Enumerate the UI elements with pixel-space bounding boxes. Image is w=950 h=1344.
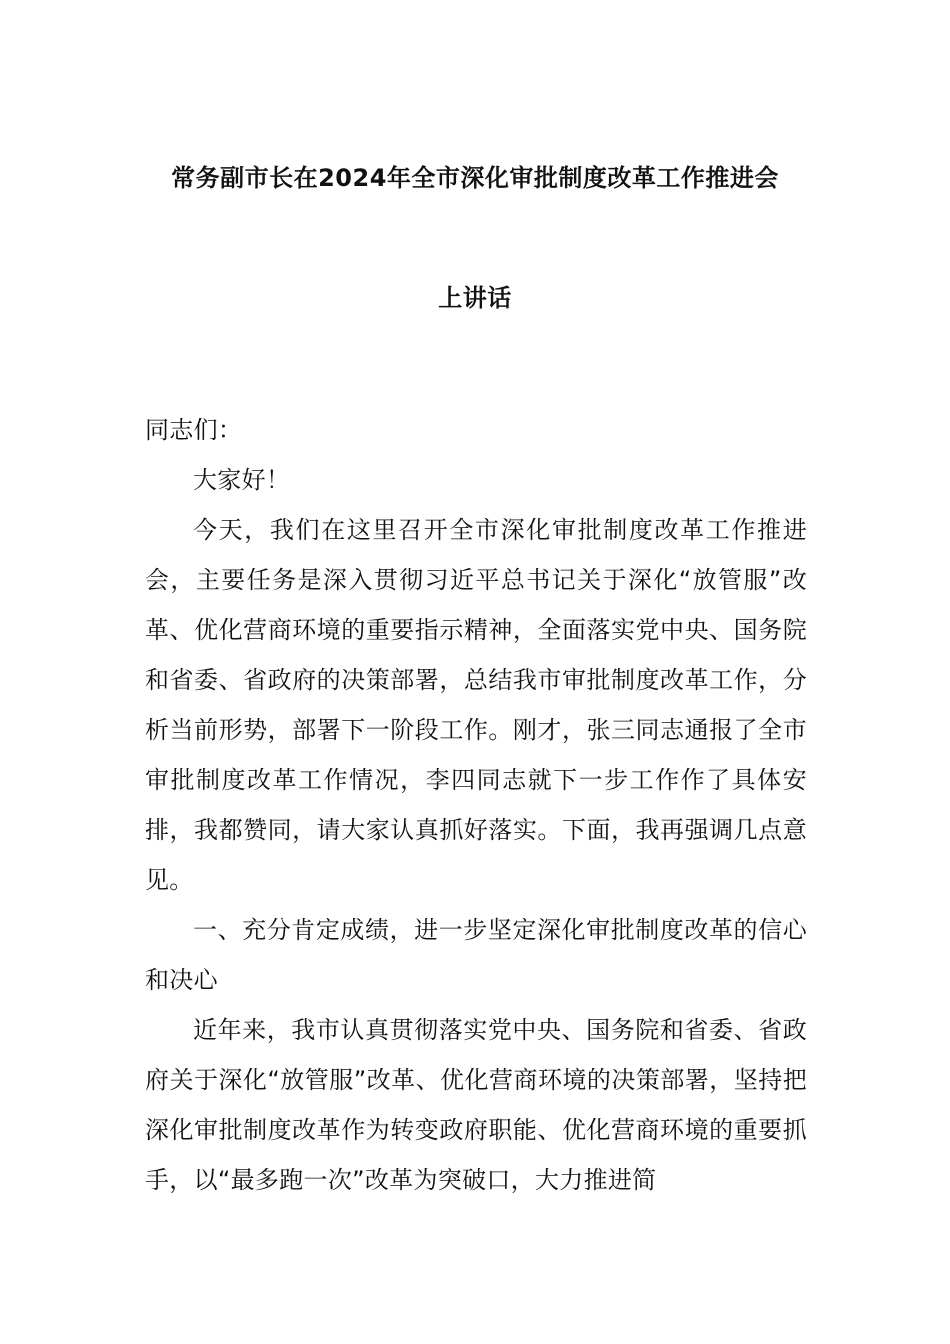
- salutation: 同志们：: [145, 416, 243, 444]
- paragraph-section-1: 近年来，我市认真贯彻落实党中央、国务院和省委、省政府关于深化“放管服”改革、优化营商环境的决策部署，坚持把深化审批制度改革作为转变政府职能、优化营商环境的重要抓手，以“最多跑一次”改革为突破口，大力推进简: [145, 1016, 807, 1194]
- document-title-line-2: 上讲话: [438, 284, 512, 312]
- greeting: 大家好！: [193, 466, 291, 494]
- paragraph-intro: 今天，我们在这里召开全市深化审批制度改革工作推进会，主要任务是深入贯彻习近平总书记关于深化“放管服”改革、优化营商环境的重要指示精神，全面落实党中央、国务院和省委、省政府的决策部署，总结我市审批制度改革工作，分析当前形势，部署下一阶段工作。刚才，张三同志通报了全市审批制度改革工作情况，李四同志就下一步工作作了具体安排，我都赞同，请大家认真抓好落实。下面，我再强调几点意见。: [145, 516, 807, 894]
- document-body: [145, 405, 807, 1205]
- section-heading-1: 一、充分肯定成绩，进一步坚定深化审批制度改革的信心和决心: [145, 916, 807, 994]
- document-title-line-1: 常务副市长在2024年全市深化审批制度改革工作推进会: [171, 164, 779, 192]
